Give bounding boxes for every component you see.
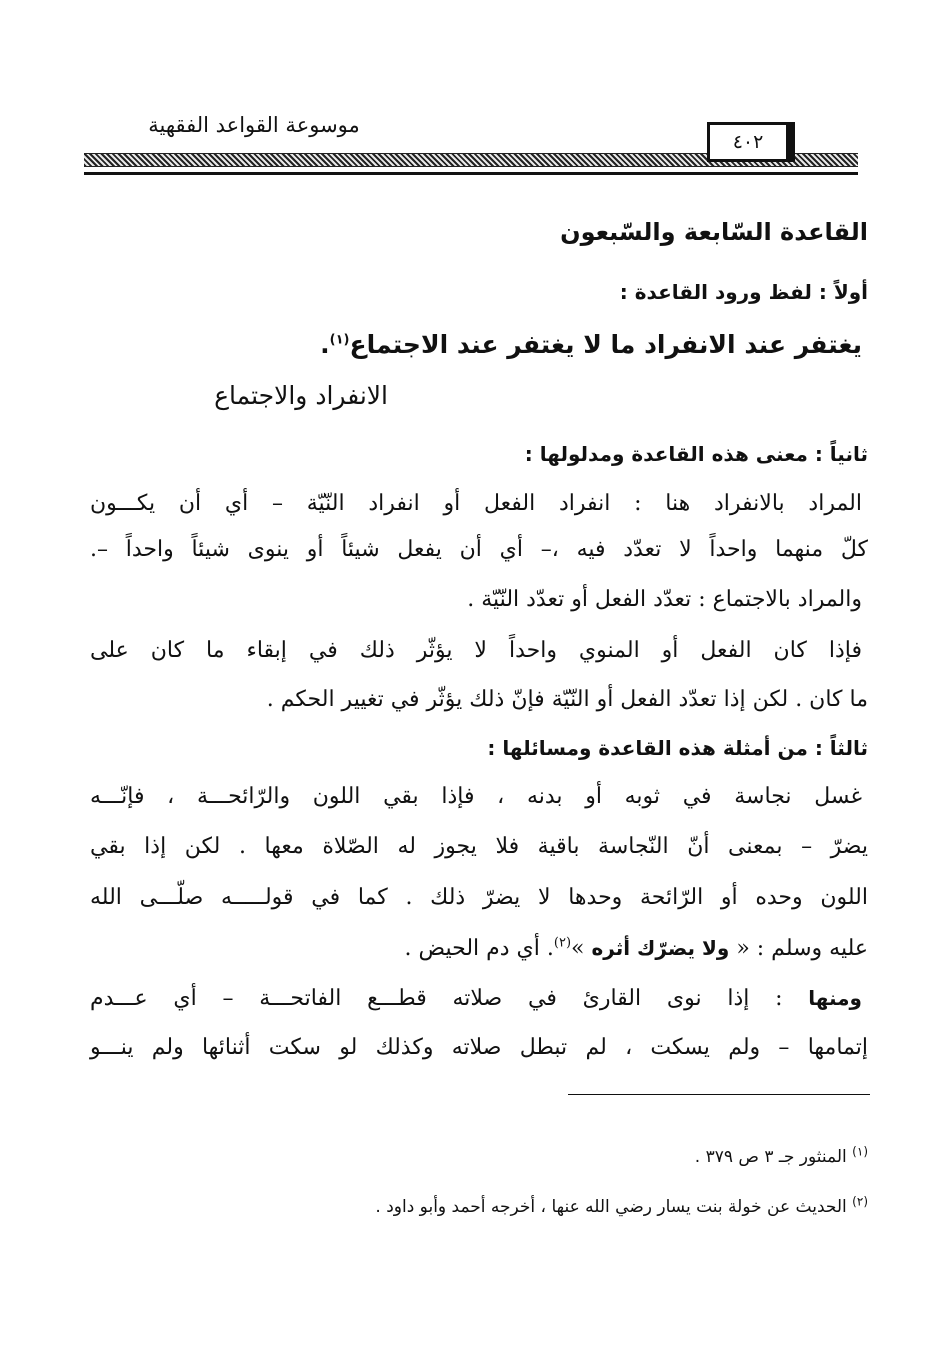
section-3-title: ثالثاً : من أمثلة هذه القاعدة ومسائلها : xyxy=(487,736,868,760)
paragraph-line: ما كان . لكن إذا تعدّد الفعل أو النّيّة فإنّ ذلك يؤثّر في تغيير الحكم . xyxy=(266,687,868,712)
paragraph-line-example xyxy=(90,978,862,1019)
section-1-title: أولاً : لفظ ورود القاعدة : xyxy=(619,280,868,304)
footnote-2 xyxy=(375,1192,868,1222)
footnote-text: الحديث عن خولة بنت يسار رضي الله عنها ، أخرجه أحمد وأبو داود . xyxy=(375,1197,847,1217)
rule-end: . xyxy=(320,330,330,359)
example-text: : إذا نوى القارئ في صلاته قطـــع الفاتحـــة – أي عـــدم xyxy=(90,986,809,1011)
header-rule xyxy=(84,172,858,175)
paragraph-line: غسل نجاسة في ثوبه أو بدنه ، فإذا بقي اللون والرّائحـــة ، فإنّـــه xyxy=(90,784,862,809)
example-label: ومنها xyxy=(808,986,862,1010)
footnote-separator xyxy=(568,1094,870,1095)
rule-text-line xyxy=(320,325,862,365)
quote-close: » xyxy=(571,936,592,961)
paragraph-line: والمراد بالاجتماع : تعدّد الفعل أو تعدّد النّيّة . xyxy=(467,587,862,612)
paragraph-line: المراد بالانفراد هنا : انفراد الفعل أو انفراد النّيّة – أي أن يكـــون xyxy=(90,491,862,516)
footnote-ref-2[interactable]: (٢) xyxy=(553,935,572,951)
paragraph-line: كلّ منهما واحداً لا تعدّد فيه ،– أي أن يفعل شيئاً أو ينوى شيئاً واحداً –. xyxy=(90,537,868,562)
rule-heading: القاعدة السّابعة والسّبعون xyxy=(560,218,868,246)
rule-text: يغتفر عند الانفراد ما لا يغتفر عند الاجتماع xyxy=(349,330,862,359)
footnote-mark: (١) xyxy=(852,1144,868,1159)
quote-open: عليه وسلم : « xyxy=(729,936,868,961)
rule-short-title: الانفراد والاجتماع xyxy=(214,381,388,410)
page-number: ٤٠٢ xyxy=(707,122,789,162)
footnote-ref-1[interactable]: (١) xyxy=(329,332,350,348)
paragraph-line-hadith xyxy=(405,928,868,969)
running-header-title: موسوعة القواعد الفقهية xyxy=(148,113,360,137)
hadith-quote: ولا يضرّك أثره xyxy=(591,936,730,960)
footnote-1 xyxy=(695,1142,868,1172)
paragraph-line: يضرّ – بمعنى أنّ النّجاسة باقية فلا يجوز له الصّلاة معها . لكن إذا بقي xyxy=(90,834,868,859)
paragraph-line: اللون وحده أو الرّائحة وحدها لا يضرّ ذلك . كما في قولـــــه صلّـــى الله xyxy=(90,885,868,910)
paragraph-line: إتمامها – ولم يسكت ، لم تبطل صلاته وكذلك لو سكت أثنائها ولم ينـــو xyxy=(90,1035,868,1060)
hadith-note: . أي دم الحيض . xyxy=(404,936,554,961)
footnote-text: المنثور جـ ٣ ص ٣٧٩ . xyxy=(694,1147,847,1167)
paragraph-line: فإذا كان الفعل أو المنوي واحداً لا يؤثّر ذلك في إبقاء ما كان على xyxy=(90,638,862,663)
footnote-mark: (٢) xyxy=(852,1194,868,1209)
section-2-title: ثانياً : معنى هذه القاعدة ومدلولها : xyxy=(524,442,868,466)
